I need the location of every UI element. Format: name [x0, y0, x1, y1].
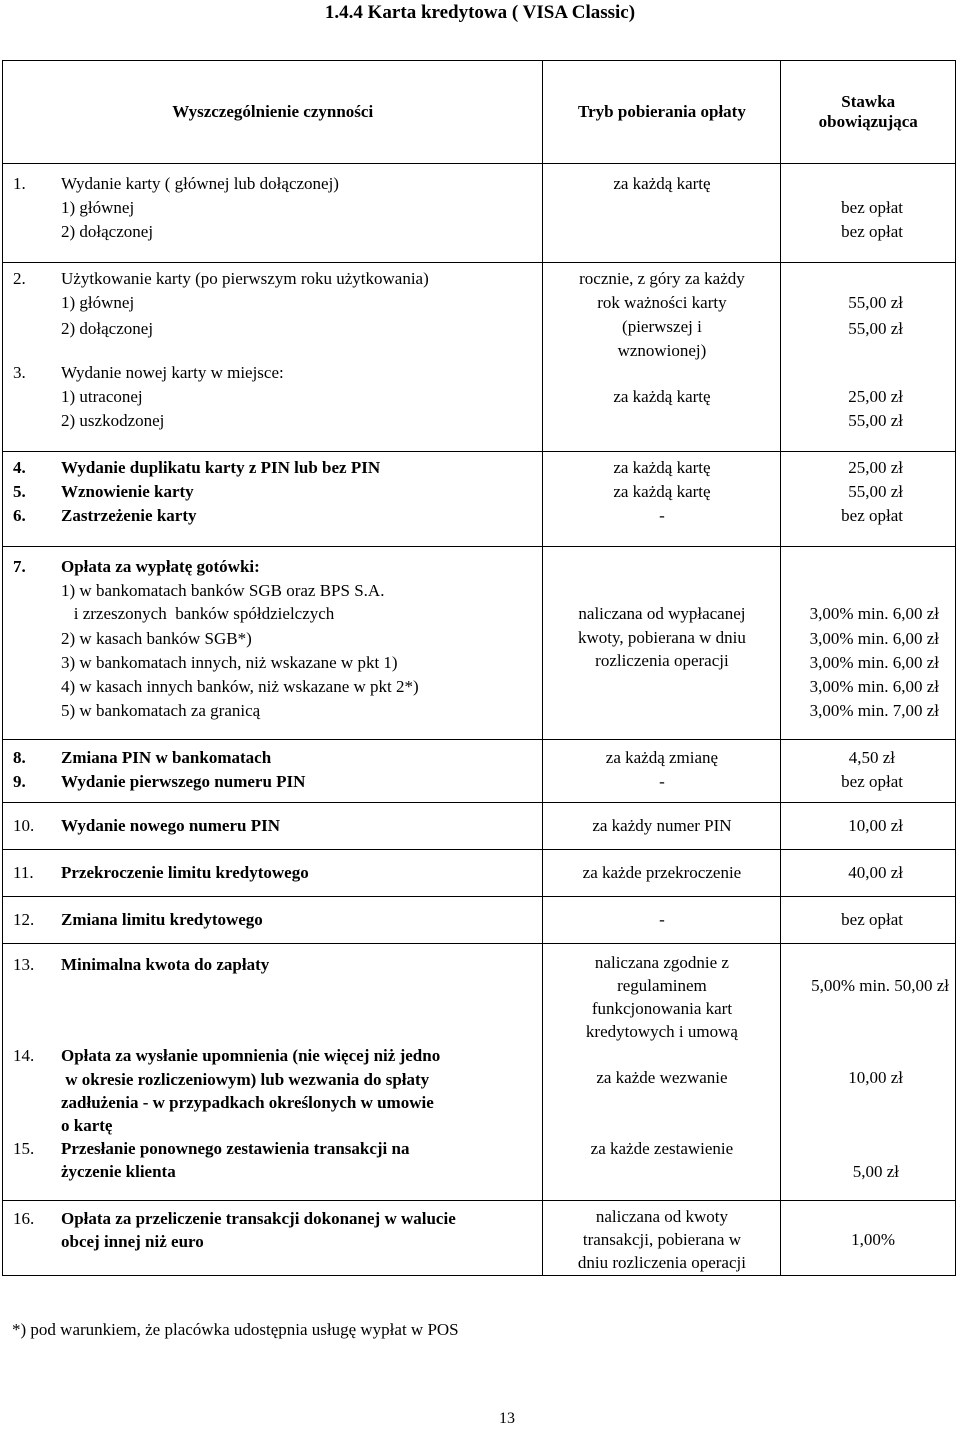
row-mode: za każdą zmianę — [605, 748, 719, 767]
row-rate: 3,00% min. 6,00 zł — [809, 604, 939, 623]
row-mode: - — [659, 910, 665, 929]
row-mode: wznowionej) — [617, 341, 707, 360]
row-label: o kartę — [61, 1116, 113, 1135]
table-row — [3, 803, 956, 850]
row-label: obcej innej niż euro — [61, 1232, 204, 1251]
row-sub: 2) dołączonej — [61, 319, 154, 338]
row-rate: 10,00 zł — [848, 1068, 903, 1087]
header-description: Wyszczególnienie czynności — [3, 61, 543, 164]
row-number: 13. — [13, 955, 35, 974]
row-sub: 3) w bankomatach innych, niż wskazane w pkt 1) — [61, 653, 398, 672]
footnote: *) pod warunkiem, że placówka udostępnia usługę wypłat w POS — [12, 1320, 459, 1339]
row-sub: 4) w kasach innych banków, niż wskazane w pkt 2*) — [61, 677, 419, 696]
row-rate: 10,00 zł — [848, 816, 903, 835]
row-mode: regulaminem — [617, 976, 707, 995]
row-label: Wznowienie karty — [61, 482, 194, 501]
row-mode: dniu rozliczenia operacji — [577, 1253, 746, 1272]
row-rate: bez opłat — [841, 772, 903, 791]
header-mode: Tryb pobierania opłaty — [543, 61, 781, 164]
row-rate: 55,00 zł — [848, 319, 903, 338]
header-rate — [781, 61, 956, 164]
table-row — [3, 263, 956, 452]
row-label: życzenie klienta — [61, 1162, 176, 1181]
table-row — [3, 850, 956, 897]
row-rate: 55,00 zł — [848, 482, 903, 501]
row-sub: i zrzeszonych banków spółdzielczych — [61, 604, 335, 623]
row-mode: naliczana od kwoty — [595, 1207, 729, 1226]
row-rate: 5,00 zł — [852, 1162, 899, 1181]
row-number: 10. — [13, 816, 35, 835]
row-label: Wydanie nowej karty w miejsce: — [61, 363, 284, 382]
row-rate: 3,00% min. 6,00 zł — [809, 629, 939, 648]
table-header-row — [3, 61, 956, 164]
row-mode: kredytowych i umową — [585, 1022, 738, 1041]
row-label: Minimalna kwota do zapłaty — [61, 955, 270, 974]
row-sub: 2) uszkodzonej — [61, 411, 165, 430]
row-mode: za każdy numer PIN — [592, 816, 732, 835]
row-rate: 25,00 zł — [848, 458, 903, 477]
row-number: 3. — [13, 363, 26, 382]
row-number: 8. — [13, 748, 26, 767]
header-rate-line2: obowiązująca — [818, 112, 918, 131]
row-label: Przesłanie ponownego zestawienia transakcji na — [61, 1139, 410, 1158]
row-label: Opłata za wysłanie upomnienia (nie więcej niż jedno — [61, 1046, 441, 1065]
row-mode: (pierwszej i — [622, 317, 702, 336]
row-mode: za każdą kartę — [613, 174, 711, 193]
row-sub: 2) w kasach banków SGB*) — [61, 629, 252, 648]
row-mode: kwoty, pobierana w dniu — [577, 628, 746, 647]
row-rate: bez opłat — [841, 910, 903, 929]
row-rate: bez opłat — [841, 506, 903, 525]
row-number: 6. — [13, 506, 26, 525]
row-mode: - — [659, 506, 665, 525]
table-row — [3, 897, 956, 944]
row-mode: naliczana od wypłacanej — [578, 604, 746, 623]
row-number: 12. — [13, 910, 35, 929]
row-number: 2. — [13, 269, 26, 288]
row-mode: funkcjonowania kart — [591, 999, 733, 1018]
row-rate: bez opłat — [841, 222, 903, 241]
row-number: 5. — [13, 482, 26, 501]
row-mode: rok ważności karty — [597, 293, 727, 312]
header-rate-line1: Stawka — [841, 92, 896, 111]
row-rate: 3,00% min. 6,00 zł — [809, 653, 939, 672]
row-mode: - — [659, 772, 665, 791]
row-number: 16. — [13, 1209, 35, 1228]
table-row — [3, 164, 956, 263]
row-sub: 2) dołączonej — [61, 222, 154, 241]
table-row — [3, 1201, 956, 1276]
row-number: 14. — [13, 1046, 35, 1065]
row-mode: za każde zestawienie — [590, 1139, 734, 1158]
row-label: Zmiana PIN w bankomatach — [61, 748, 272, 767]
row-label: Przekroczenie limitu kredytowego — [61, 863, 309, 882]
row-rate: 3,00% min. 6,00 zł — [809, 677, 939, 696]
row-number: 15. — [13, 1139, 35, 1158]
table-row — [3, 944, 956, 1201]
row-label: Wydanie pierwszego numeru PIN — [61, 772, 306, 791]
row-label: Wydanie duplikatu karty z PIN lub bez PIN — [61, 458, 381, 477]
row-label: zadłużenia - w przypadkach określonych w umowie — [61, 1093, 434, 1112]
row-sub: 1) w bankomatach banków SGB oraz BPS S.A. — [61, 581, 385, 600]
row-sub: 1) utraconej — [61, 387, 143, 406]
row-label: Użytkowanie karty (po pierwszym roku użytkowania) — [61, 269, 429, 288]
row-rate: 4,50 zł — [848, 748, 895, 767]
row-label: Wydanie nowego numeru PIN — [61, 816, 280, 835]
row-label: w okresie rozliczeniowym) lub wezwania do spłaty — [61, 1070, 430, 1089]
page-title: 1.4.4 Karta kredytowa ( VISA Classic) — [324, 2, 636, 23]
row-sub: 1) głównej — [61, 293, 135, 312]
row-rate: 1,00% — [851, 1230, 895, 1249]
fee-table — [2, 60, 956, 1276]
row-number: 4. — [13, 458, 26, 477]
row-label: Opłata za wypłatę gotówki: — [61, 557, 260, 576]
table-row — [3, 740, 956, 803]
row-mode: za każdą kartę — [613, 482, 711, 501]
row-sub: 5) w bankomatach za granicą — [61, 701, 261, 720]
row-mode: transakcji, pobierana w — [582, 1230, 742, 1249]
row-label: Zastrzeżenie karty — [61, 506, 197, 525]
row-number: 9. — [13, 772, 26, 791]
row-rate: 25,00 zł — [848, 387, 903, 406]
page-number: 13 — [499, 1410, 515, 1427]
row-sub: 1) głównej — [61, 198, 135, 217]
table-row — [3, 452, 956, 547]
row-mode: naliczana zgodnie z — [594, 953, 729, 972]
row-rate: 40,00 zł — [848, 863, 903, 882]
row-rate: 5,00% min. 50,00 zł — [811, 976, 949, 995]
row-label: Zmiana limitu kredytowego — [61, 910, 263, 929]
row-mode: rocznie, z góry za każdy — [579, 269, 745, 288]
row-mode: za każde wezwanie — [596, 1068, 728, 1087]
row-rate: 55,00 zł — [848, 293, 903, 312]
row-mode: za każdą kartę — [613, 387, 711, 406]
row-number: 7. — [13, 557, 26, 576]
row-rate: 55,00 zł — [848, 411, 903, 430]
row-rate: 3,00% min. 7,00 zł — [809, 701, 939, 720]
row-number: 1. — [13, 174, 26, 193]
row-mode: za każdą kartę — [613, 458, 711, 477]
row-label: Opłata za przeliczenie transakcji dokonanej w walucie — [61, 1209, 456, 1228]
row-mode: za każde przekroczenie — [582, 863, 742, 882]
row-number: 11. — [13, 863, 34, 882]
row-mode: rozliczenia operacji — [595, 651, 729, 670]
row-rate: bez opłat — [841, 198, 903, 217]
table-row — [3, 547, 956, 740]
row-label: Wydanie karty ( głównej lub dołączonej) — [61, 174, 339, 193]
